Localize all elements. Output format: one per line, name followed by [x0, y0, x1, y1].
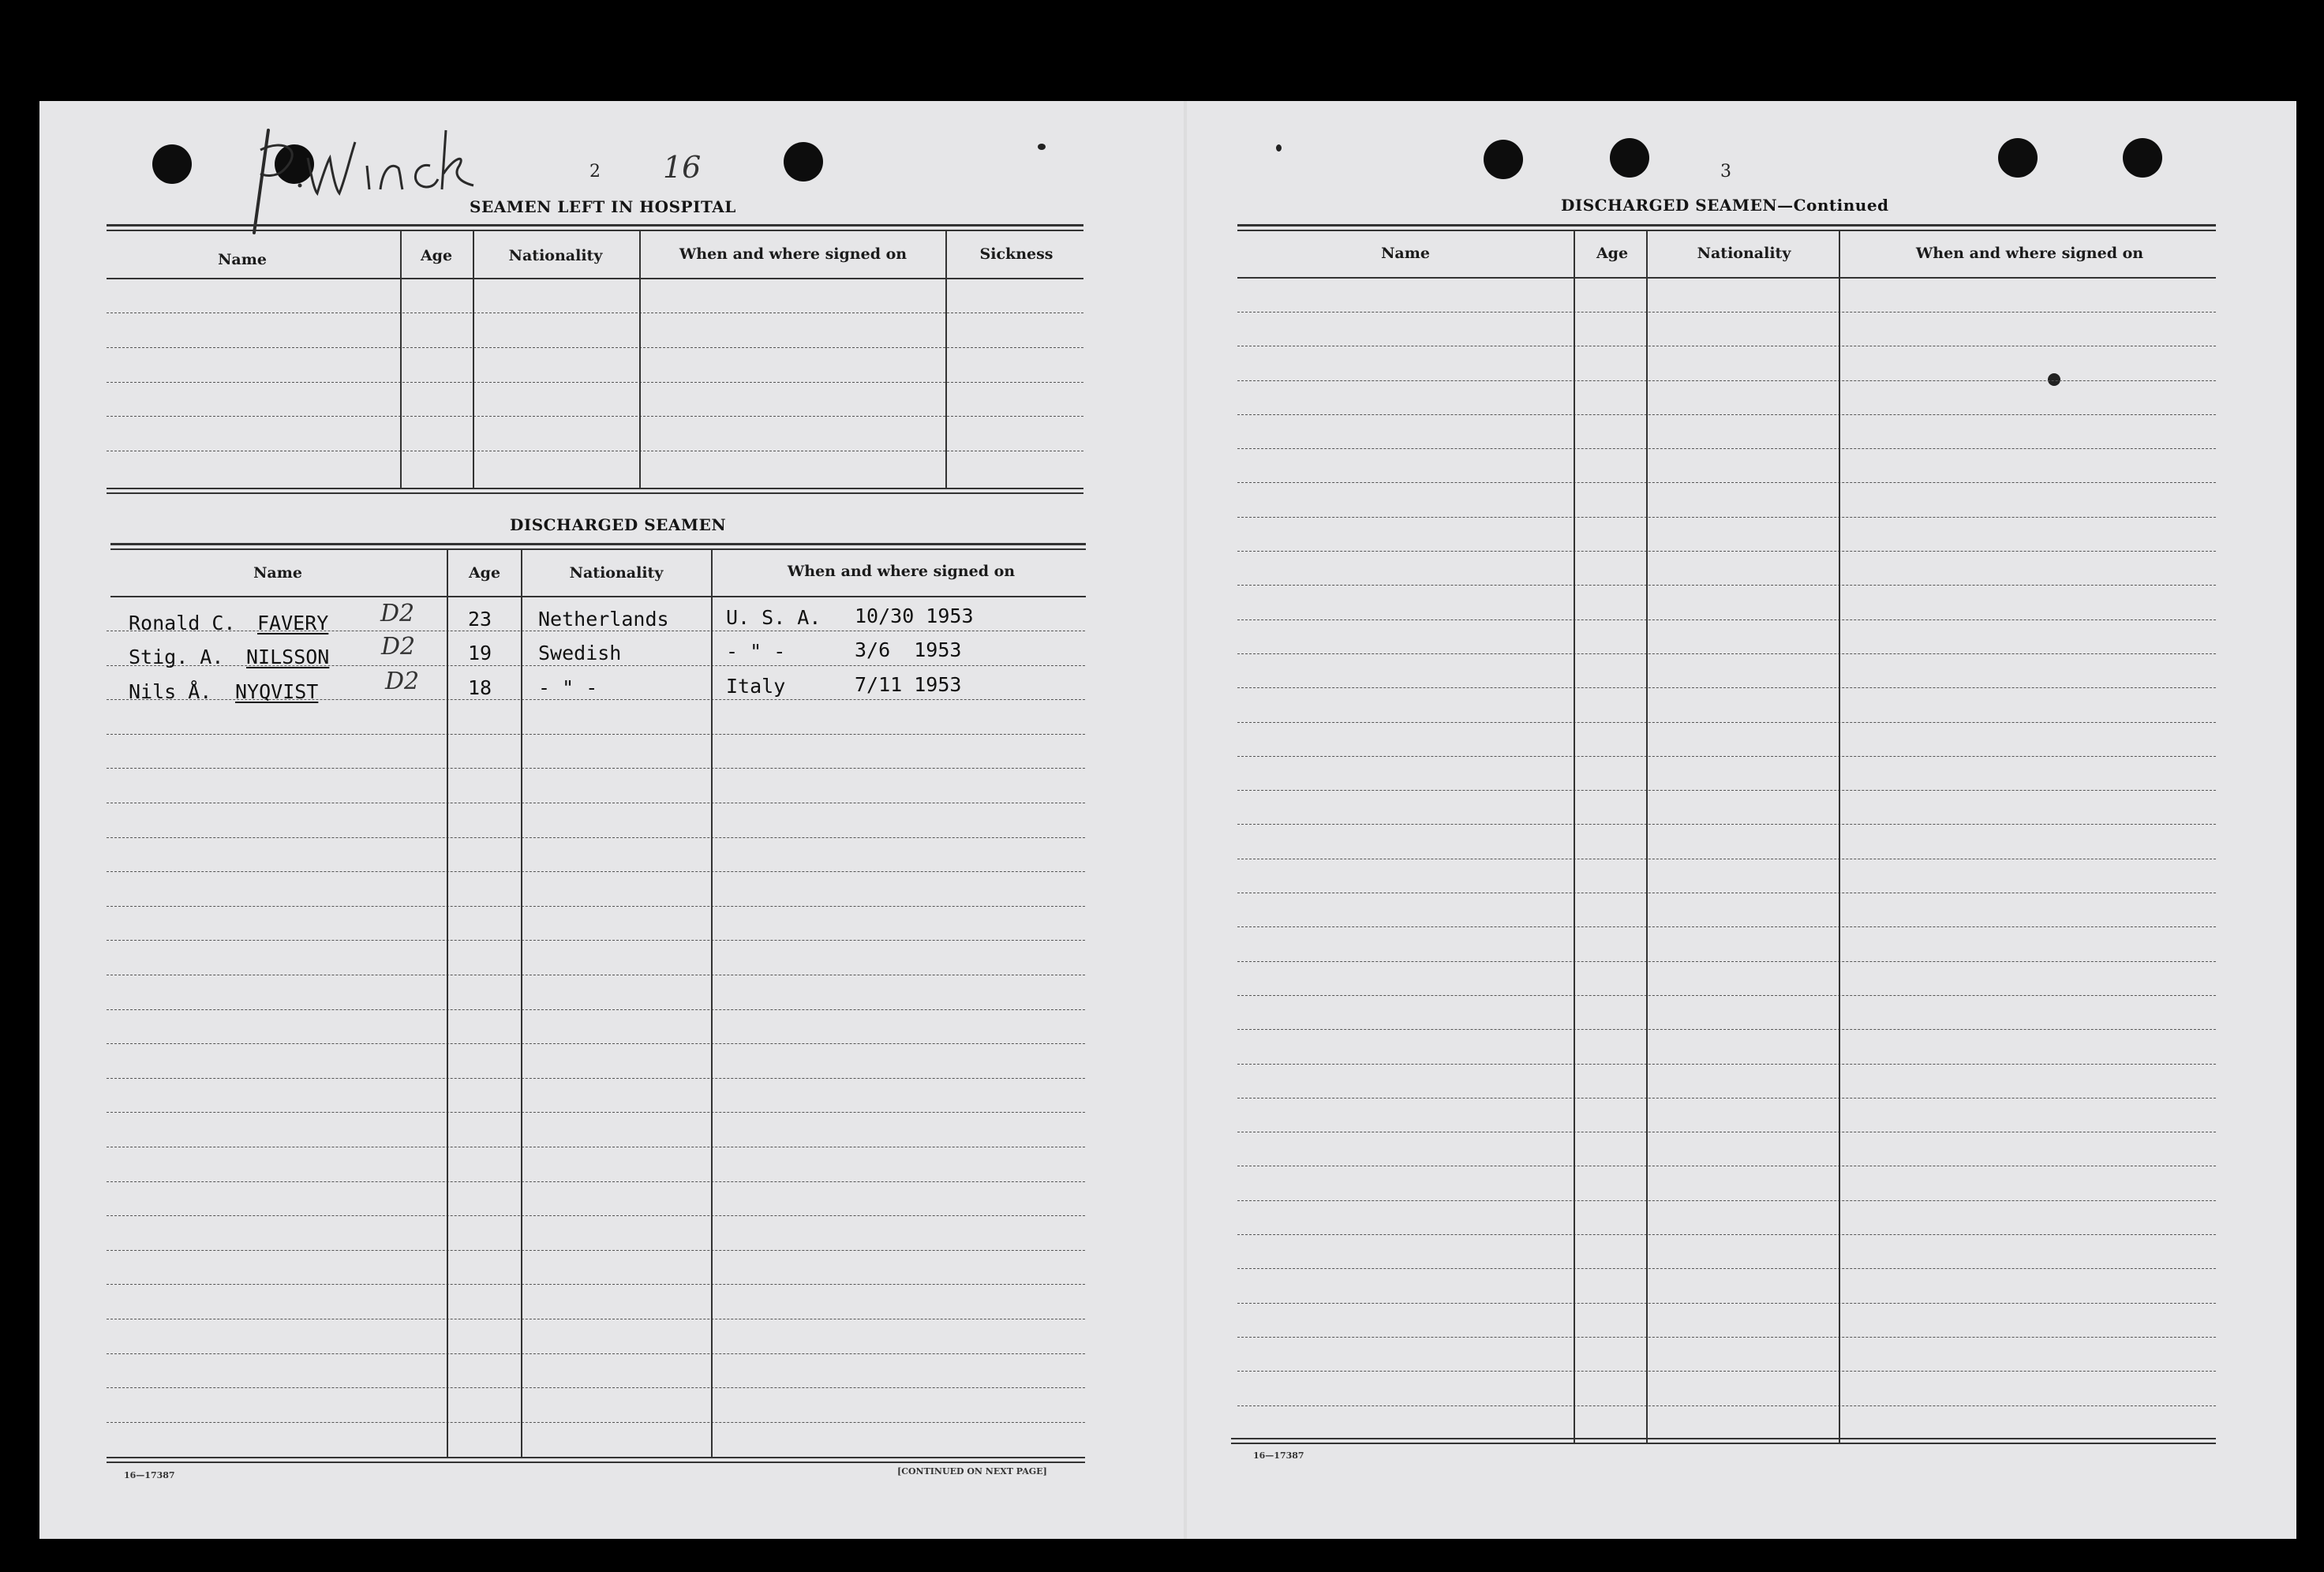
ruled-line: [1237, 1303, 2216, 1304]
rule: [107, 1457, 1085, 1458]
col-divider: [711, 550, 713, 1458]
place-cell: - " -: [726, 640, 786, 663]
col-divider: [639, 231, 641, 488]
col-header-nationality: Nationality: [569, 564, 664, 582]
ruled-line: [1237, 1234, 2216, 1235]
col-header-signed-on: When and where signed on: [1915, 245, 2144, 262]
ruled-line: [1237, 1200, 2216, 1201]
ruled-line: [107, 871, 1085, 872]
ruled-line: [1237, 687, 2216, 688]
rule: [1231, 1443, 2216, 1444]
col-divider: [1839, 231, 1840, 1443]
nationality-cell: - " -: [538, 676, 598, 699]
ruled-line: [1237, 961, 2216, 962]
ruled-line: [107, 1043, 1085, 1044]
handwritten-page-mark: 16: [663, 150, 702, 185]
name-first: Ronald C.: [129, 612, 236, 634]
ruled-line: [1237, 517, 2216, 518]
rule: [107, 224, 1083, 226]
date-cell: 7/11 1953: [855, 673, 962, 696]
punch-hole: [1610, 138, 1649, 178]
ruled-line: [1237, 1268, 2216, 1269]
col-divider: [400, 231, 402, 488]
ruled-line: [1237, 790, 2216, 791]
rule: [1231, 1438, 2216, 1439]
ruled-line: [1237, 722, 2216, 723]
rule: [110, 543, 1086, 545]
handwritten-mark: D2: [385, 668, 420, 695]
form-number-left: 16—17387: [124, 1470, 175, 1480]
age-cell: 18: [468, 676, 492, 699]
ruled-line: [107, 1422, 1085, 1423]
col-divider: [1574, 231, 1575, 1443]
ruled-line: [1237, 926, 2216, 927]
rule: [107, 1462, 1085, 1463]
place-cell: U. S. A.: [726, 606, 821, 629]
ruled-line: [107, 1112, 1085, 1113]
punch-hole: [1998, 138, 2038, 178]
page-fold: [1184, 101, 1187, 1539]
ruled-line: [1237, 1029, 2216, 1030]
col-divider: [1646, 231, 1648, 1443]
document-sheet: [39, 101, 2296, 1539]
ink-speck: [1038, 144, 1046, 150]
ruled-line: [107, 1078, 1085, 1079]
ruled-line: [1237, 551, 2216, 552]
discharged-section-title: DISCHARGED SEAMEN: [510, 515, 727, 534]
ruled-line: [1237, 414, 2216, 415]
ruled-line: [107, 1009, 1085, 1010]
punch-hole: [784, 142, 823, 182]
rule: [110, 548, 1086, 550]
ruled-line: [107, 940, 1085, 941]
ruled-line: [107, 382, 1083, 383]
ruled-line: [107, 347, 1083, 348]
col-divider: [945, 231, 947, 488]
ruled-line: [107, 1215, 1085, 1216]
ruled-line: [1237, 312, 2216, 313]
ruled-line: [1237, 380, 2216, 381]
ruled-line: [1237, 653, 2216, 654]
col-divider: [521, 550, 522, 1458]
col-header-name: Name: [218, 251, 267, 268]
ruled-line: [107, 906, 1085, 907]
rule: [1237, 230, 2216, 231]
form-number-right: 16—17387: [1253, 1450, 1304, 1461]
handwritten-signature: [229, 114, 545, 249]
col-header-nationality: Nationality: [1697, 245, 1791, 262]
ruled-line: [107, 734, 1085, 735]
punch-hole: [1484, 140, 1523, 179]
col-header-signed-on: When and where signed on: [679, 245, 908, 263]
ruled-line: [1237, 1337, 2216, 1338]
ruled-line: [107, 1181, 1085, 1182]
date-cell: 3/6 1953: [855, 638, 962, 661]
ruled-line: [107, 1250, 1085, 1251]
name-last: NILSSON: [246, 646, 330, 668]
col-header-sickness: Sickness: [979, 245, 1053, 263]
ruled-line: [107, 1284, 1085, 1285]
continued-note: [CONTINUED ON NEXT PAGE]: [897, 1466, 1047, 1477]
name-first: Nils Å.: [129, 680, 212, 703]
place-cell: Italy: [726, 675, 786, 698]
handwritten-mark: D2: [381, 633, 416, 661]
col-header-age: Age: [420, 247, 453, 264]
col-header-signed-on: When and where signed on: [787, 563, 1016, 580]
ruled-line: [107, 1353, 1085, 1354]
punch-hole: [152, 144, 192, 184]
ruled-line: [1237, 824, 2216, 825]
ruled-line: [107, 416, 1083, 417]
col-header-name: Name: [253, 564, 302, 582]
page-number-left: 2: [589, 162, 601, 182]
ink-speck: [2048, 373, 2060, 386]
col-header-nationality: Nationality: [508, 247, 603, 264]
ruled-line: [1237, 619, 2216, 620]
hospital-section-title: SEAMEN LEFT IN HOSPITAL: [470, 197, 736, 216]
punch-hole: [2123, 138, 2162, 178]
name-last: NYQVIST: [235, 680, 319, 703]
header-rule: [110, 596, 1086, 597]
rule: [1237, 224, 2216, 226]
ruled-line: [1237, 448, 2216, 449]
rule: [107, 492, 1083, 494]
ruled-line: [1237, 1405, 2216, 1406]
date-cell: 10/30 1953: [855, 604, 974, 627]
rule: [107, 230, 1083, 231]
ruled-line: [107, 837, 1085, 838]
ruled-line: [1237, 585, 2216, 586]
discharged-continued-title: DISCHARGED SEAMEN—Continued: [1561, 196, 1889, 215]
ruled-line: [1237, 995, 2216, 996]
age-cell: 19: [468, 642, 492, 664]
name-first: Stig. A.: [129, 646, 224, 668]
ruled-line: [107, 1387, 1085, 1388]
nationality-cell: Netherlands: [538, 608, 669, 631]
header-rule: [1237, 277, 2216, 279]
ruled-line: [1237, 1064, 2216, 1065]
ruled-line: [1237, 482, 2216, 483]
col-header-name: Name: [1381, 245, 1430, 262]
col-header-age: Age: [1596, 245, 1629, 262]
name-last: FAVERY: [257, 612, 329, 634]
header-rule: [107, 278, 1083, 279]
ruled-line: [1237, 1098, 2216, 1099]
col-divider: [447, 550, 448, 1458]
ruled-line: [1237, 756, 2216, 757]
handwritten-mark: D2: [380, 600, 415, 627]
col-divider: [473, 231, 474, 488]
nationality-cell: Swedish: [538, 642, 622, 664]
page-number-right: 3: [1720, 162, 1731, 182]
rule: [107, 488, 1083, 489]
ruled-line: [1237, 1371, 2216, 1372]
age-cell: 23: [468, 608, 492, 631]
col-header-age: Age: [468, 564, 501, 582]
ink-speck: [1276, 144, 1282, 152]
ruled-line: [107, 768, 1085, 769]
